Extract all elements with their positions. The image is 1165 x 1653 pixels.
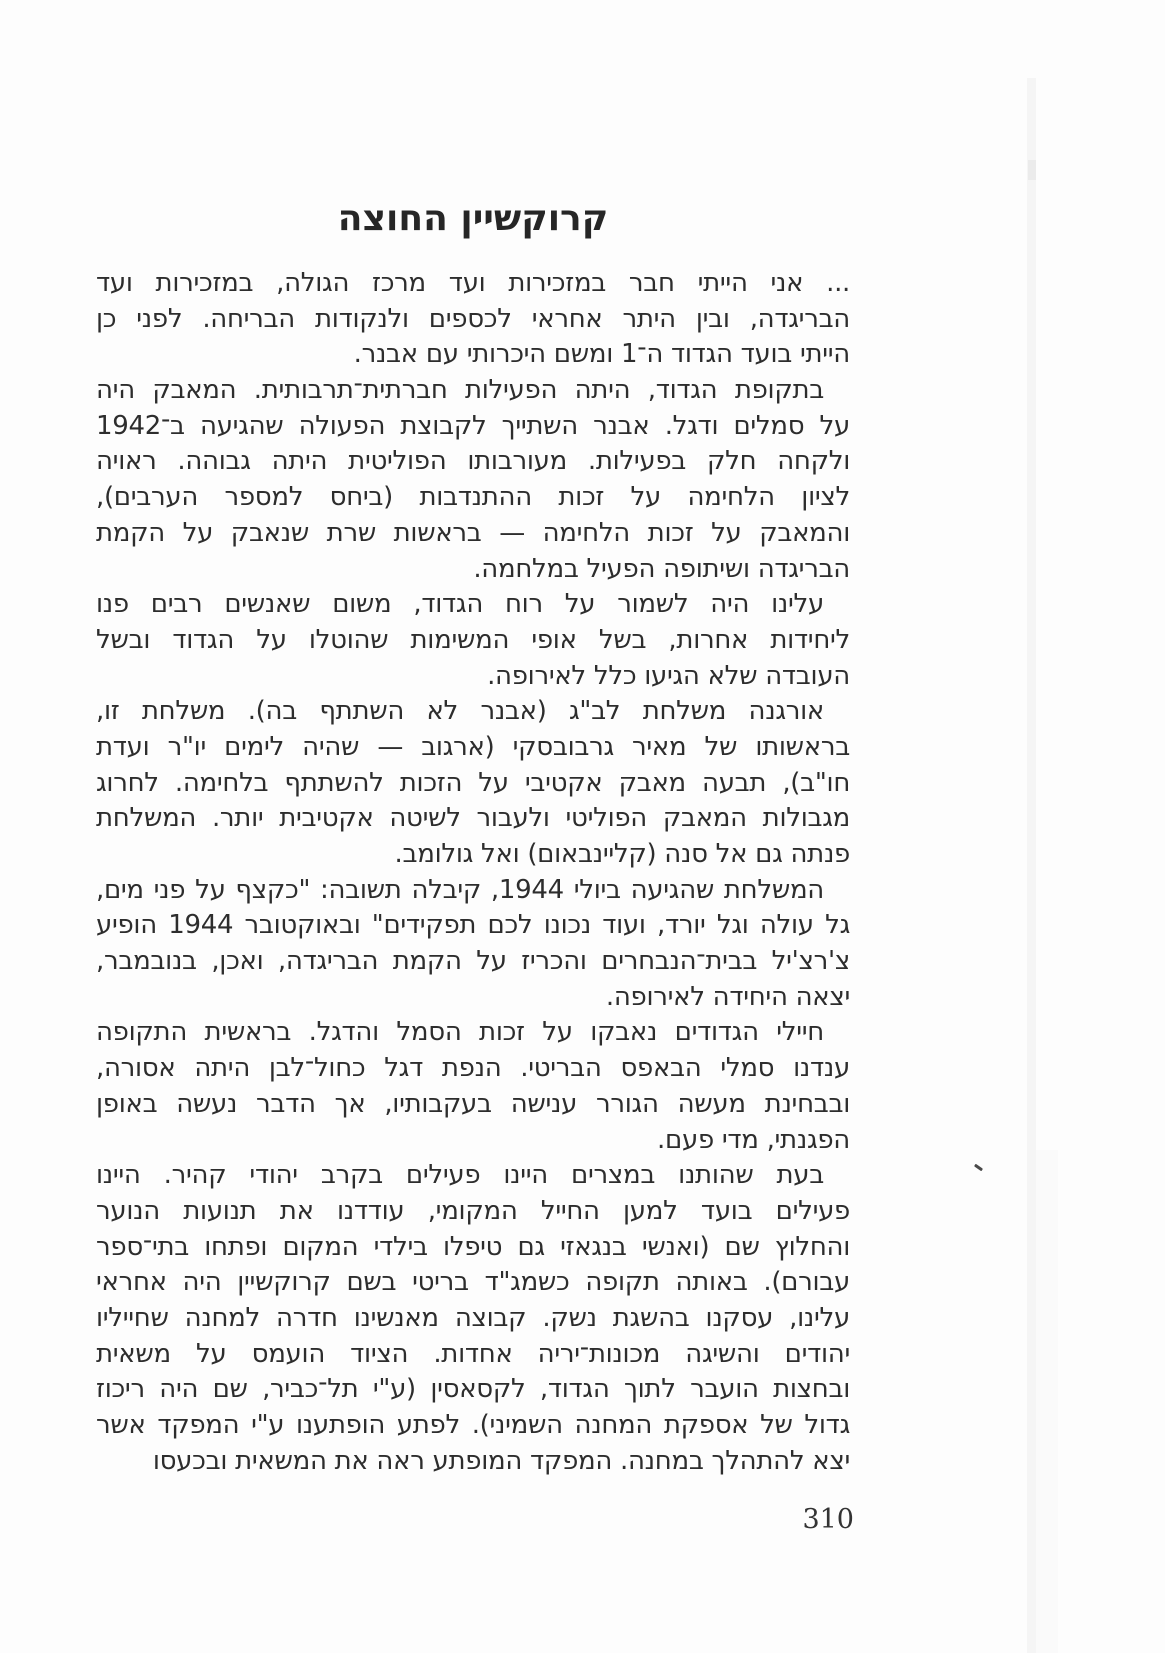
- text-line: מגבולות המאבק הפוליטי ולעבור לשיטה אקטיבית יותר. המשלחת: [96, 803, 850, 834]
- text-line: פנתה גם אל סנה (קליינבאום) ואל גולומב.: [394, 839, 850, 869]
- scan-edge-line-artifact: [1027, 78, 1036, 1653]
- text-line: ליחידות אחרות, בשל אופי המשימות שהוטלו על הגדוד ובשל: [96, 624, 850, 655]
- scan-edge-line-dark-segment: [1028, 160, 1036, 180]
- text-line: ובבחינת מעשה הגורר ענישה בעקבותיו, אך הדבר נעשה באופן: [96, 1088, 850, 1119]
- text-line: צ'רצ'יל בבית־הנבחרים והכריז על הקמת הבריגדה, ואכן, בנובמבר,: [96, 946, 850, 977]
- text-line: יצאה היחידה לאירופה.: [605, 981, 850, 1012]
- text-line: הפגנתי, מדי פעם.: [657, 1124, 850, 1155]
- body-text: [96, 266, 850, 1479]
- text-line: חו"ב), תבעה מאבק אקטיבי על הזכות להשתתף בלחימה. לחרוג: [96, 767, 850, 798]
- text-line: חיילי הגדודים נאבקו על זכות הסמל והדגל. בראשית התקופה: [96, 1017, 824, 1048]
- text-line: הייתי בועד הגדוד ה־1 ומשם היכרותי עם אבנר.: [353, 339, 850, 370]
- text-line: והמאבק על זכות הלחימה — בראשות שרת שנאבק על הקמת: [96, 517, 850, 548]
- scan-speck-artifact: [974, 1164, 983, 1172]
- text-line: המשלחת שהגיעה ביולי 1944, קיבלה תשובה: "כקצף על פני מים,: [96, 874, 824, 905]
- text-line: ענדנו סמלי הבאפס הבריטי. הנפת דגל כחול־לבן היתה אסורה,: [96, 1053, 850, 1084]
- text-line: ולקחה חלק בפעילות. מעורבותו הפוליטית היתה גבוהה. ראויה: [96, 446, 850, 477]
- text-line: עבורם). באותה תקופה כשמג"ד בריטי בשם קרוקשיין היה אחראי: [96, 1267, 850, 1298]
- text-line: בראשותו של מאיר גרבובסקי (ארגוב — שהיה לימים יו"ר ועדת: [96, 731, 850, 762]
- text-line: בעת שהותנו במצרים היינו פעילים בקרב יהודי קהיר. היינו: [96, 1160, 824, 1191]
- text-line: העובדה שלא הגיעו כלל לאירופה.: [487, 660, 850, 691]
- text-line: גל עולה וגל יורד, ועוד נכונו לכם תפקידים" ובאוקטובר 1944 הופיע: [96, 910, 850, 941]
- text-line: אורגנה משלחת לב"ג (אבנר לא השתתף בה). משלחת זו,: [96, 696, 824, 727]
- page-number: 310: [802, 1504, 854, 1535]
- text-line: יצא להתהלך במחנה. המפקד המופתע ראה את המשאית ובכעסו: [152, 1445, 850, 1476]
- text-line: גדול של אספקת המחנה השמיני). לפתע הופתענו ע"י המפקד אשר: [96, 1410, 850, 1440]
- text-column: [96, 198, 850, 1479]
- text-line: הבריגדה ושיתופה הפעיל במלחמה.: [473, 553, 850, 584]
- text-line: הבריגדה, ובין היתר אחראי לכספים ולנקודות הבריחה. לפני כן: [96, 303, 850, 334]
- text-line: פעילים בועד למען החייל המקומי, עודדנו את תנועות הנוער: [96, 1195, 850, 1226]
- text-line: יהודים והשיגה מכונות־יריה אחדות. הציוד הועמס על משאית: [96, 1338, 850, 1369]
- text-line: עלינו, עסקנו בהשגת נשק. קבוצה מאנשינו חדרה למחנה שחייליו: [96, 1302, 850, 1333]
- text-line: ... אני הייתי חבר במזכירות ועד מרכז הגולה, במזכירות ועד: [96, 268, 850, 298]
- text-line: על סמלים ודגל. אבנר השתייך לקבוצת הפעולה שהגיעה ב־1942: [96, 410, 850, 441]
- text-line: בתקופת הגדוד, היתה הפעילות חברתית־תרבותית. המאבק היה: [96, 375, 824, 406]
- text-line: לציון הלחימה על זכות ההתנדבות (ביחס למספר הערבים),: [96, 482, 850, 513]
- text-line: והחלוץ שם (ואנשי בנגאזי גם טיפלו בילדי המקום ופתחו בתי־ספר: [96, 1231, 850, 1262]
- page-title: קרוקשיין החוצה: [337, 198, 609, 239]
- scan-edge-shadow-band: [1036, 1150, 1058, 1653]
- text-line: עלינו היה לשמור על רוח הגדוד, משום שאנשים רבים פנו: [96, 589, 824, 620]
- text-line: ובחצות הועבר לתוך הגדוד, לקסאסין (ע"י תל־כביר, שם היה ריכוז: [96, 1374, 850, 1405]
